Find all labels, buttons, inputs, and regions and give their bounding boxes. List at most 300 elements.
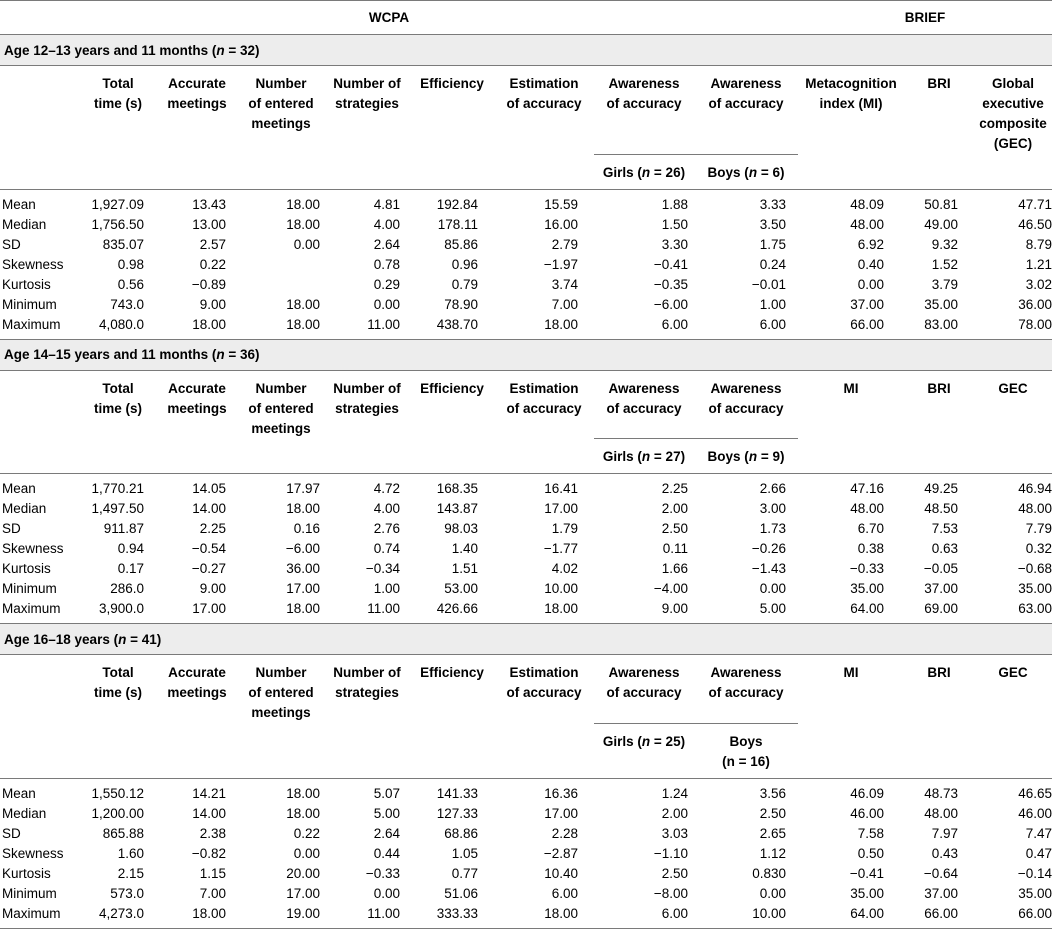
column-header-line: of accuracy: [606, 400, 682, 416]
table-cell: 37.00: [850, 296, 884, 312]
table-cell: 18.00: [286, 316, 320, 332]
column-header-line: of accuracy: [708, 685, 784, 700]
table-cell: −0.68: [1017, 561, 1052, 576]
column-header-line: GEC: [998, 380, 1028, 396]
table-cell: 1.00: [759, 296, 786, 312]
table-cell: 36.00: [286, 561, 320, 576]
table-cell: 14.00: [192, 805, 226, 821]
column-header-accurate: [152, 370, 238, 439]
column-header-line: Accurate: [168, 380, 226, 396]
table-cell: 865.88: [102, 825, 144, 841]
table-cell: [238, 255, 324, 275]
table-cell: 7.58: [857, 825, 884, 841]
table-cell: 11.00: [367, 905, 400, 921]
table-cell: 0.00: [857, 276, 884, 292]
row-label: Mean: [2, 196, 36, 212]
table-cell: 6.00: [551, 885, 578, 901]
row-label: Maximum: [2, 905, 61, 921]
table-cell: 0.96: [451, 256, 478, 272]
table-cell: 1.73: [759, 521, 786, 536]
table-row: [0, 189, 1052, 215]
table-cell: 3.79: [931, 276, 958, 292]
table-cell: 2.64: [373, 825, 400, 841]
table-cell: 53.00: [444, 581, 478, 596]
table-cell: 16.36: [544, 785, 578, 801]
table-cell: −0.27: [191, 561, 226, 576]
column-header-line: strategies: [335, 96, 399, 111]
table-row: [0, 315, 1052, 340]
table-cell: 3.74: [551, 276, 578, 292]
column-header-entered: [238, 655, 324, 724]
column-header-efficiency: [410, 370, 494, 439]
column-header-estimation: [494, 370, 594, 439]
table-cell: 18.00: [544, 905, 578, 921]
column-header-line: Total: [102, 76, 134, 91]
subgroup-header-row: [0, 723, 1052, 778]
table-cell: 14.05: [192, 481, 226, 496]
table-cell: 17.00: [286, 581, 320, 596]
column-header-total-time: [84, 66, 152, 155]
table-top-header: [0, 1, 1052, 35]
girls-subheader: Girls (n = 27): [594, 439, 694, 474]
table-cell: 7.53: [931, 521, 958, 536]
column-header-aw-girls: [594, 370, 694, 439]
table-cell: 17.97: [286, 481, 320, 496]
table-cell: 18.00: [286, 501, 320, 516]
column-header-line: of entered: [248, 685, 314, 700]
table-cell: 426.66: [436, 601, 478, 616]
column-header-line: of accuracy: [606, 685, 682, 700]
row-label: SD: [2, 521, 21, 536]
table-cell: 37.00: [924, 885, 958, 901]
table-cell: 1.75: [759, 236, 786, 252]
table-cell: 2.79: [551, 236, 578, 252]
table-cell: 98.03: [444, 521, 478, 536]
table-cell: −0.33: [849, 561, 884, 576]
table-cell: −0.82: [191, 845, 226, 861]
column-header-entered: [238, 370, 324, 439]
table-cell: 0.16: [293, 521, 320, 536]
table-cell: 18.00: [544, 601, 578, 616]
table-cell: 2.28: [551, 825, 578, 841]
row-label: SD: [2, 236, 21, 252]
table-cell: 6.92: [857, 236, 884, 252]
table-cell: −0.89: [191, 276, 226, 292]
table-cell: 1,200.00: [91, 805, 144, 821]
column-header-total-time: [84, 655, 152, 724]
table-cell: 4.81: [373, 196, 400, 212]
table-cell: 18.00: [286, 601, 320, 616]
table-cell: 2.57: [199, 236, 226, 252]
table-cell: 48.73: [924, 785, 958, 801]
table-cell: 2.25: [661, 481, 688, 496]
table-cell: 1.00: [373, 581, 400, 596]
table-cell: 48.00: [850, 216, 884, 232]
table-cell: 127.33: [436, 805, 478, 821]
column-header-aw-boys: [694, 66, 798, 155]
table-cell: 178.11: [437, 216, 478, 232]
column-header-accurate: [152, 66, 238, 155]
table-cell: 2.50: [661, 521, 688, 536]
table-cell: 0.22: [199, 256, 226, 272]
brief-header: BRIEF: [904, 10, 946, 25]
column-header-line: of accuracy: [506, 400, 582, 416]
column-header-total-time: [84, 370, 152, 439]
column-header-mi: [798, 655, 904, 724]
table-cell: 14.00: [192, 501, 226, 516]
table-cell: 2.38: [199, 825, 226, 841]
column-header-line: meetings: [251, 705, 311, 720]
column-header-row: [0, 66, 1052, 155]
column-header-line: Awareness: [608, 665, 680, 680]
table-cell: 3.03: [661, 825, 688, 841]
column-header-efficiency: [410, 655, 494, 724]
column-header-line: meetings: [167, 96, 227, 111]
column-header-line: Estimation: [509, 380, 579, 396]
column-header-line: composite: [979, 116, 1047, 131]
table-cell: 46.00: [850, 805, 884, 821]
table-cell: 911.87: [103, 521, 144, 536]
table-cell: 48.50: [924, 501, 958, 516]
table-row: [0, 499, 1052, 519]
table-cell: 35.00: [850, 885, 884, 901]
column-header-line: of accuracy: [606, 96, 682, 111]
table-cell: 1.66: [661, 561, 688, 576]
table-row: [0, 539, 1052, 559]
table-cell: 13.00: [192, 216, 226, 232]
table-cell: 1.12: [759, 845, 786, 861]
table-cell: 192.84: [436, 196, 478, 212]
column-header-line: Awareness: [710, 665, 782, 680]
table-cell: 3.56: [759, 785, 786, 801]
group-title-row: [0, 339, 1052, 370]
table-cell: 438.70: [436, 316, 478, 332]
table-cell: 47.71: [1018, 196, 1052, 212]
table-cell: 1.21: [1025, 256, 1052, 272]
column-header-line: Number: [255, 380, 307, 396]
table-cell: 7.00: [199, 885, 226, 901]
table-cell: −0.33: [365, 865, 400, 881]
table-row: [0, 864, 1052, 884]
table-cell: 0.00: [373, 296, 400, 312]
table-cell: 1,497.50: [91, 501, 144, 516]
column-header-line: of accuracy: [506, 96, 582, 111]
table-cell: 49.25: [924, 481, 958, 496]
table-cell: 4.02: [551, 561, 578, 576]
table-cell: 0.29: [373, 276, 400, 292]
column-header-line: of accuracy: [708, 96, 784, 111]
row-label: Maximum: [2, 601, 61, 616]
table-cell: 3.30: [661, 236, 688, 252]
table-cell: 9.00: [199, 296, 226, 312]
table-cell: 1,927.09: [91, 196, 144, 212]
table-cell: −8.00: [653, 885, 688, 901]
column-header-line: of entered: [248, 400, 314, 416]
table-cell: 19.00: [286, 905, 320, 921]
table-cell: 835.07: [102, 236, 144, 252]
table-cell: 18.00: [286, 805, 320, 821]
table-cell: 35.00: [924, 296, 958, 312]
table-cell: 2.15: [117, 865, 144, 881]
girls-subheader: Girls (n = 26): [594, 154, 694, 189]
table-cell: 2.25: [199, 521, 226, 536]
column-header-line: Number of: [333, 665, 401, 680]
table-cell: 46.65: [1018, 785, 1052, 801]
table-row: [0, 474, 1052, 500]
table-cell: 333.33: [436, 905, 478, 921]
table-cell: 286.0: [110, 581, 144, 596]
column-header-aw-boys: [694, 370, 798, 439]
table-cell: 46.00: [1018, 805, 1052, 821]
table-cell: 2.00: [661, 501, 688, 516]
column-header-line: time (s): [93, 400, 142, 416]
table-row: [0, 295, 1052, 315]
table-cell: 3.50: [759, 216, 786, 232]
table-cell: 1.51: [451, 561, 478, 576]
column-header-line: time (s): [93, 96, 142, 111]
table-cell: 16.41: [544, 481, 578, 496]
row-label: Kurtosis: [2, 865, 51, 881]
row-label: Mean: [2, 785, 36, 801]
column-header-aw-girls: [594, 655, 694, 724]
table-cell: 46.94: [1018, 481, 1052, 496]
group-title: [0, 624, 1052, 655]
table-cell: −0.34: [365, 561, 400, 576]
table-cell: 1.05: [451, 845, 478, 861]
column-header-line: Number: [255, 76, 307, 91]
column-header-row: [0, 655, 1052, 724]
table-cell: 46.09: [850, 785, 884, 801]
column-header-line: (GEC): [993, 136, 1033, 151]
table-cell: 64.00: [850, 905, 884, 921]
table-cell: −0.35: [653, 276, 688, 292]
table-cell: 7.00: [551, 296, 578, 312]
table-cell: 5.00: [759, 601, 786, 616]
column-header-row: [0, 370, 1052, 439]
row-label: Minimum: [2, 581, 57, 596]
table-cell: 2.00: [661, 805, 688, 821]
group-title-row: [0, 624, 1052, 655]
table-cell: 69.00: [924, 601, 958, 616]
column-header-line: Awareness: [710, 76, 782, 91]
table-cell: 0.63: [931, 541, 958, 556]
table-cell: 66.00: [1018, 905, 1052, 921]
table-cell: 6.00: [661, 905, 688, 921]
table-cell: 1.15: [199, 865, 226, 881]
row-label: Median: [2, 501, 47, 516]
table-row: [0, 255, 1052, 275]
table-cell: 168.35: [436, 481, 478, 496]
table-row: [0, 275, 1052, 295]
table-cell: 3.02: [1025, 276, 1052, 292]
column-header-mi: [798, 370, 904, 439]
table-cell: 0.50: [857, 845, 884, 861]
column-header-strategies: [324, 655, 410, 724]
table-cell: 1.79: [551, 521, 578, 536]
table-cell: 10.40: [544, 865, 578, 881]
column-header-line: meetings: [251, 420, 311, 436]
row-label: Minimum: [2, 885, 57, 901]
table-cell: 3.33: [759, 196, 786, 212]
table-row: [0, 559, 1052, 579]
group-title-text: Age 12–13 years and 11 months (: [4, 42, 217, 58]
table-cell: 78.00: [1018, 316, 1052, 332]
column-header-bri: [904, 66, 974, 155]
table-cell: [238, 275, 324, 295]
table-cell: 48.09: [850, 196, 884, 212]
group-title-count: = 41): [126, 631, 162, 647]
group-title-text: Age 14–15 years and 11 months (: [4, 347, 217, 362]
table-cell: 1.40: [451, 541, 478, 556]
column-header-mi: [798, 66, 904, 155]
table-cell: 51.06: [444, 885, 478, 901]
column-header-line: Number of: [333, 380, 401, 396]
table-cell: 4.72: [373, 481, 400, 496]
table-cell: 9.32: [931, 236, 958, 252]
table-cell: 0.56: [117, 276, 144, 292]
table-cell: 4,080.0: [98, 316, 144, 332]
table-cell: 13.43: [192, 196, 226, 212]
table-cell: 11.00: [367, 316, 400, 332]
column-header-line: Accurate: [168, 665, 226, 680]
column-header-line: BRI: [927, 76, 951, 91]
table-cell: 0.24: [759, 256, 786, 272]
table-cell: 18.00: [544, 316, 578, 332]
table-row: [0, 579, 1052, 599]
column-header-line: Awareness: [710, 380, 782, 396]
row-label: Skewness: [2, 256, 64, 272]
column-header-gec: [974, 370, 1052, 439]
column-header-line: index (MI): [819, 96, 883, 111]
table-cell: 1.60: [117, 845, 144, 861]
table-cell: 2.76: [373, 521, 400, 536]
table-cell: 0.94: [117, 541, 144, 556]
table-cell: 48.00: [1018, 501, 1052, 516]
table-cell: 2.50: [759, 805, 786, 821]
boys-subheader: Boys (n = 6): [694, 154, 798, 189]
table-cell: 0.47: [1025, 845, 1052, 861]
row-label: Median: [2, 805, 47, 821]
group-n-label: n: [216, 42, 225, 58]
table-row: [0, 599, 1052, 624]
table-cell: 0.43: [931, 845, 958, 861]
column-header-line: strategies: [335, 400, 399, 416]
table-cell: 4.00: [373, 216, 400, 232]
table-cell: −0.14: [1017, 865, 1052, 881]
column-header-gec: [974, 655, 1052, 724]
column-header-line: Total: [102, 665, 134, 680]
table-cell: 1.52: [931, 256, 958, 272]
table-cell: 18.00: [192, 905, 226, 921]
table-cell: 143.87: [436, 501, 478, 516]
table-cell: 11.00: [367, 601, 400, 616]
table-cell: −1.97: [543, 256, 578, 272]
table-cell: 1,550.12: [91, 785, 144, 801]
table-cell: 48.00: [850, 501, 884, 516]
table-cell: 0.17: [117, 561, 144, 576]
table-cell: 18.00: [286, 296, 320, 312]
column-header-bri: [904, 655, 974, 724]
table-cell: −6.00: [285, 541, 320, 556]
table-cell: −0.26: [751, 541, 786, 556]
table-cell: −0.41: [849, 865, 884, 881]
table-cell: −1.43: [751, 561, 786, 576]
column-header-line: Awareness: [608, 380, 680, 396]
table-cell: 66.00: [850, 316, 884, 332]
table-cell: 0.00: [373, 885, 400, 901]
column-header-line: BRI: [927, 665, 951, 680]
table-cell: −0.41: [653, 256, 688, 272]
row-label: Skewness: [2, 845, 64, 861]
table-cell: 3,900.0: [98, 601, 144, 616]
column-header-line: MI: [843, 665, 859, 680]
column-header-aw-girls: [594, 66, 694, 155]
table-cell: 2.65: [759, 825, 786, 841]
column-header-line: meetings: [167, 400, 227, 416]
table-cell: 0.00: [759, 885, 786, 901]
table-row: [0, 778, 1052, 804]
table-cell: 2.64: [373, 236, 400, 252]
table-cell: 36.00: [1018, 296, 1052, 312]
table-row: [0, 824, 1052, 844]
table-cell: 50.81: [924, 196, 958, 212]
girls-subheader: Girls (n = 25): [594, 723, 694, 778]
table-row: [0, 235, 1052, 255]
table-row: [0, 519, 1052, 539]
table-cell: 85.86: [444, 236, 478, 252]
table-cell: 35.00: [1018, 581, 1052, 596]
table-cell: 7.79: [1025, 521, 1052, 536]
column-header-line: time (s): [93, 685, 142, 700]
table-cell: 10.00: [544, 581, 578, 596]
column-header-line: Total: [102, 380, 134, 396]
column-header-gec: [974, 66, 1052, 155]
table-cell: 5.07: [373, 785, 400, 801]
table-cell: 9.00: [661, 601, 688, 616]
table-cell: 1.24: [661, 785, 688, 801]
table-row: [0, 804, 1052, 824]
table-cell: 18.00: [286, 785, 320, 801]
table-cell: 47.16: [850, 481, 884, 496]
table-cell: 0.40: [857, 256, 884, 272]
table-cell: 18.00: [286, 216, 320, 232]
group-title-text: Age 16–18 years (: [4, 631, 119, 647]
group-title-count: = 36): [224, 347, 260, 362]
column-header-line: strategies: [335, 685, 399, 700]
table-cell: 16.00: [544, 216, 578, 232]
column-header-line: GEC: [998, 665, 1028, 680]
table-cell: 15.59: [544, 196, 578, 212]
table-cell: 0.00: [293, 845, 320, 861]
table-cell: 0.38: [857, 541, 884, 556]
table-cell: −0.64: [923, 865, 958, 881]
table-cell: 0.79: [451, 276, 478, 292]
table-cell: 37.00: [924, 581, 958, 596]
table-cell: 7.97: [931, 825, 958, 841]
subgroup-header-row: [0, 154, 1052, 189]
column-header-estimation: [494, 66, 594, 155]
table-cell: 0.32: [1025, 541, 1052, 556]
table-cell: −4.00: [653, 581, 688, 596]
table-cell: 7.47: [1025, 825, 1052, 841]
column-header-line: Metacognition: [805, 76, 897, 91]
table-cell: 0.11: [662, 541, 688, 556]
row-label: Kurtosis: [2, 276, 51, 292]
table-cell: 18.00: [286, 196, 320, 212]
table-cell: 2.66: [759, 481, 786, 496]
table-cell: 3.00: [759, 501, 786, 516]
table-cell: 83.00: [924, 316, 958, 332]
